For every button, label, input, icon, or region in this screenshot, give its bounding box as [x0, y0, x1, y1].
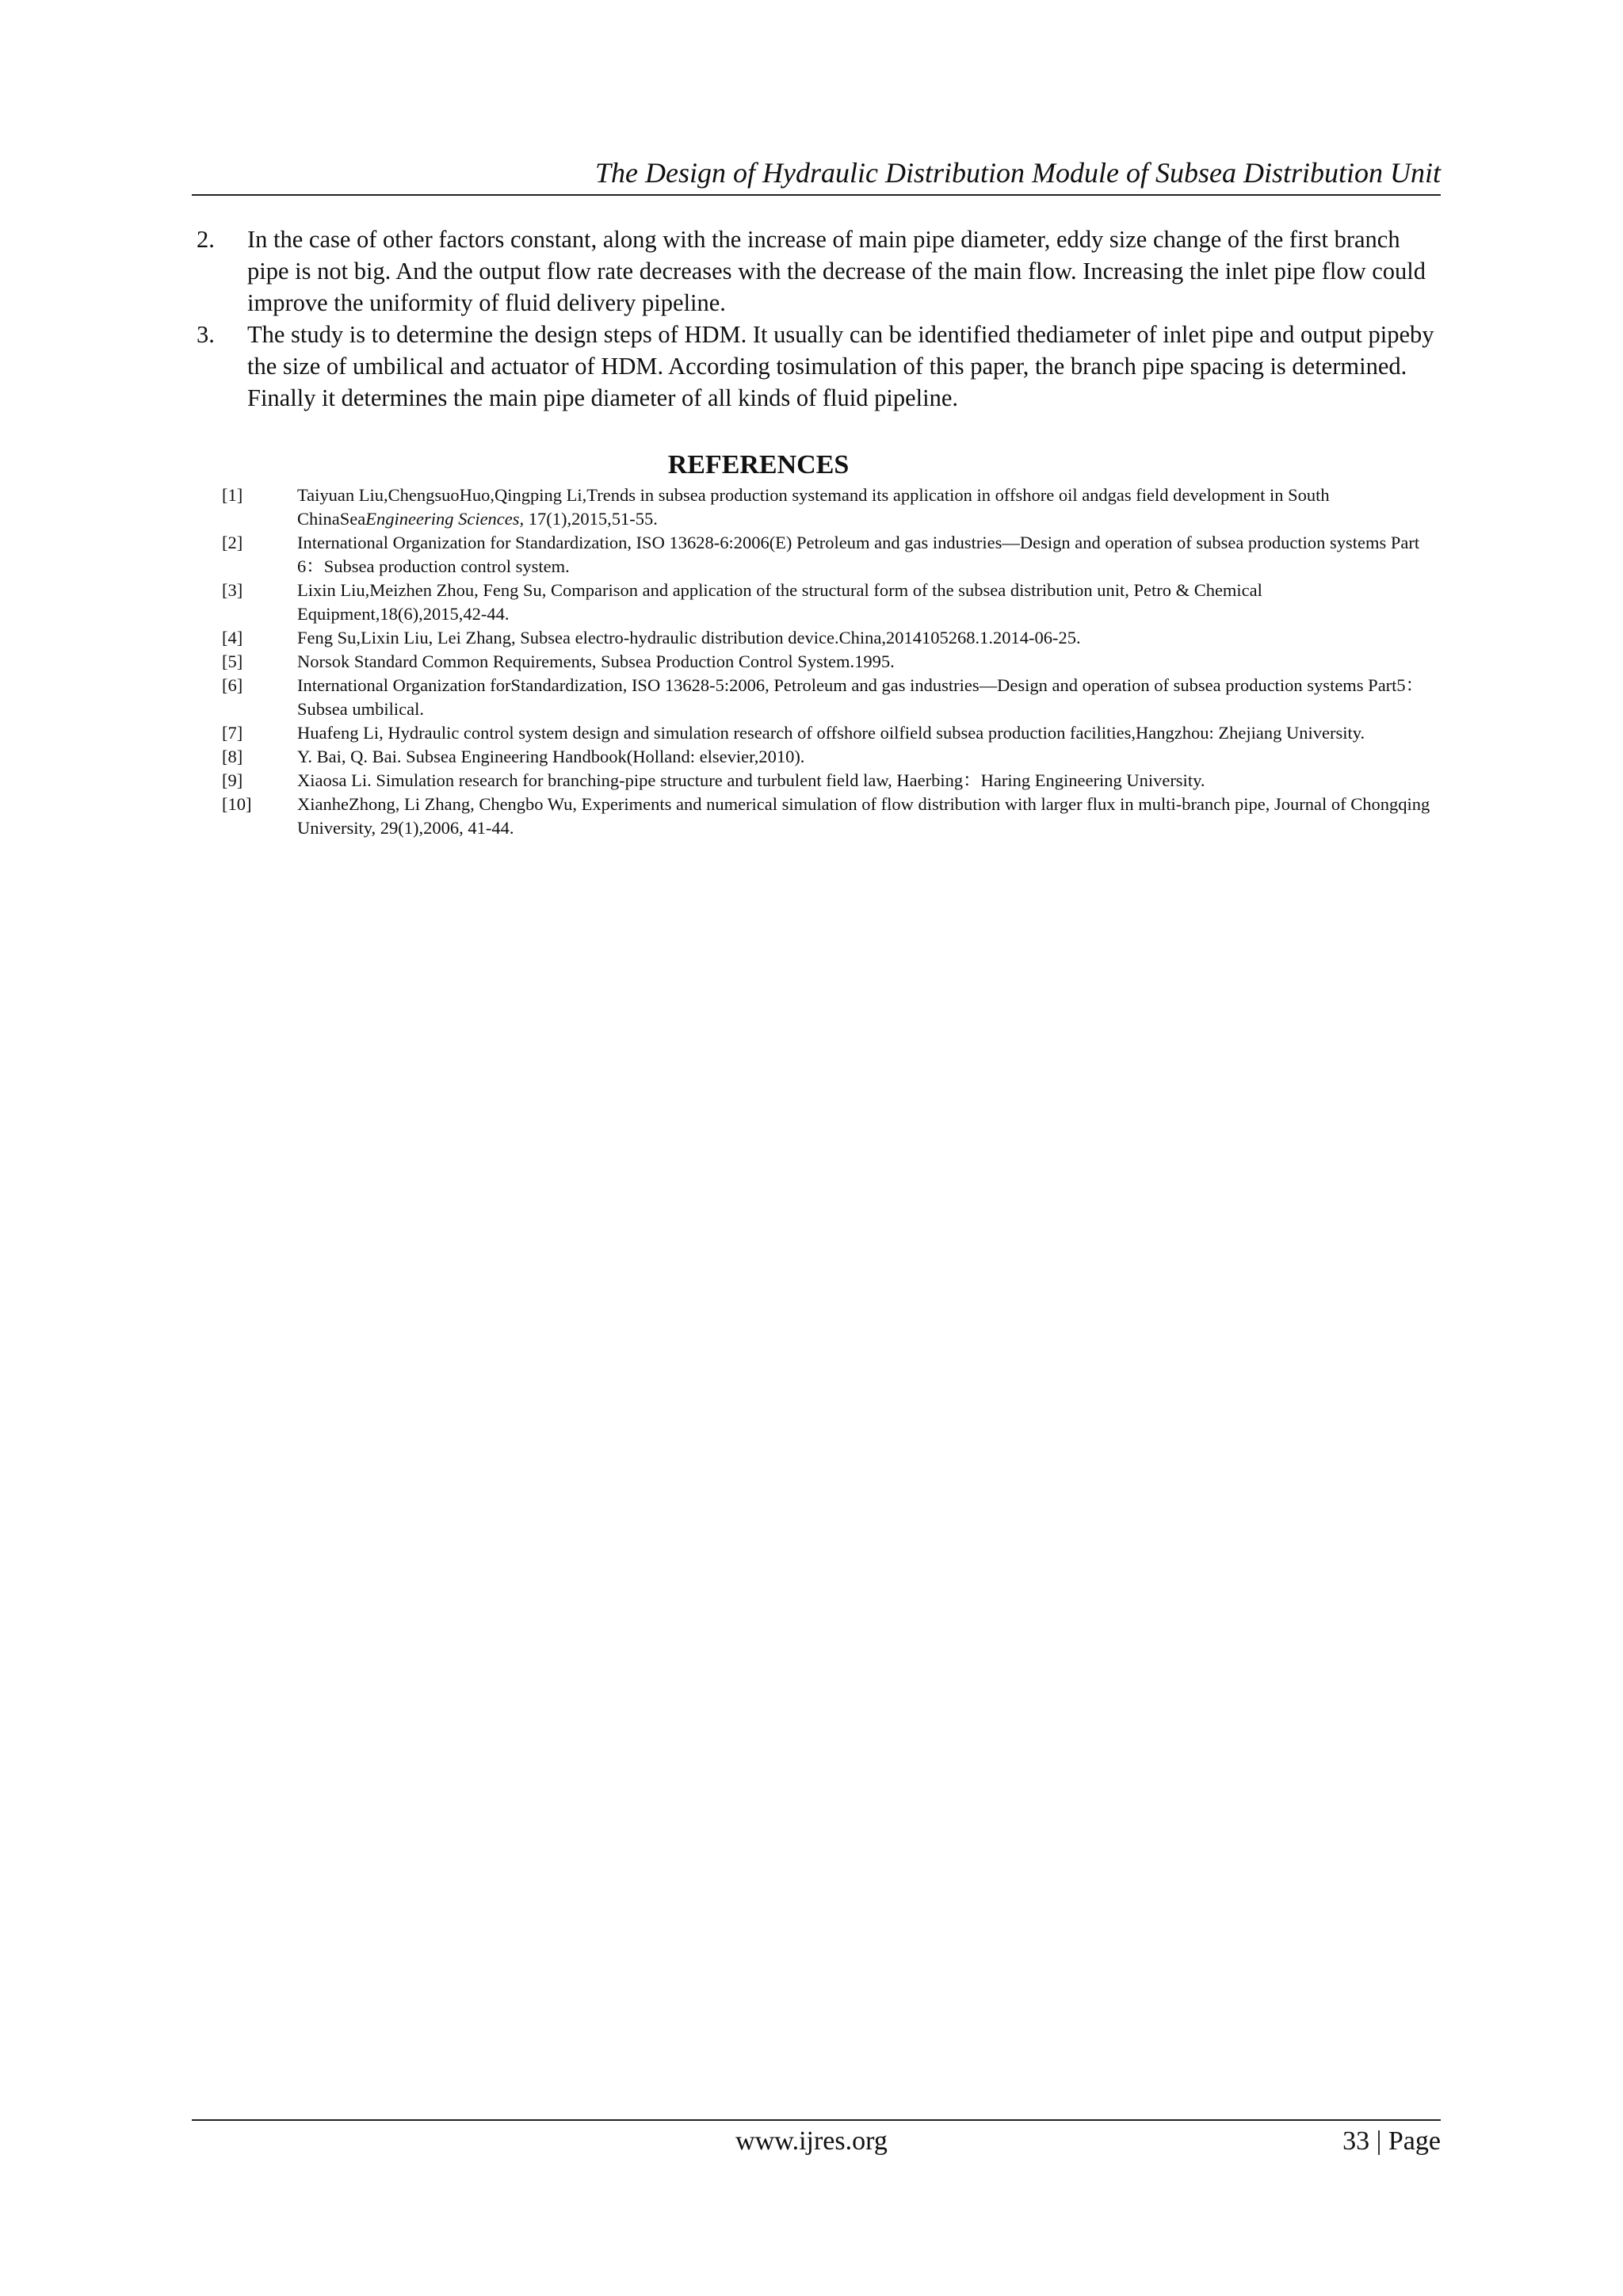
reference-item	[222, 531, 1442, 579]
page-number: 33 | Page	[1342, 2126, 1441, 2156]
conclusion-text: The study is to determine the design steps of HDM. It usually can be identified thediameter of inlet pipe and output pipeby the size of umbilical and actuator of HDM. According tosimulation of this paper, the branch pipe spacing is determined. Finally it determines the main pipe diameter of all kinds of fluid pipeline.	[247, 321, 1434, 411]
conclusions-list	[197, 223, 1442, 414]
running-title: The Design of Hydraulic Distribution Module of Subsea Distribution Unit	[595, 157, 1441, 189]
conclusion-item	[197, 319, 1442, 414]
footer-url[interactable]: www.ijres.org	[735, 2126, 888, 2156]
conclusion-item	[197, 223, 1442, 319]
reference-text: Norsok Standard Common Requirements, Subsea Production Control System.1995.	[297, 651, 895, 671]
reference-journal: Engineering Sciences,	[365, 509, 525, 529]
reference-number: [1]	[222, 485, 243, 505]
reference-number: [9]	[222, 770, 243, 790]
reference-number: [3]	[222, 580, 243, 600]
conclusion-number: 3.	[197, 321, 215, 348]
reference-item	[222, 579, 1442, 626]
reference-number: [2]	[222, 533, 243, 552]
reference-text: Lixin Liu,Meizhen Zhou, Feng Su, Comparison and application of the structural form of the subsea distribution unit, Petro & Chemical Equipment,18(6),2015,42-44.	[297, 580, 1262, 624]
reference-number: [5]	[222, 651, 243, 671]
references-list	[222, 483, 1442, 840]
reference-text: Huafeng Li, Hydraulic control system design and simulation research of offshore oilfield subsea production facilities,Hangzhou: Zhejiang University.	[297, 723, 1365, 743]
reference-text-part: Taiyuan Liu,ChengsuoHuo,Qingping Li,Trends in subsea production systemand its application in offshore oil andgas field development in South ChinaSea	[297, 485, 1330, 529]
reference-item	[222, 483, 1442, 531]
reference-item	[222, 626, 1442, 650]
footer-rule	[192, 2119, 1441, 2121]
reference-text: XianheZhong, Li Zhang, Chengbo Wu, Experiments and numerical simulation of flow distribution with larger flux in multi-branch pipe, Journal of Chongqing University, 29(1),2006, 41-44.	[297, 794, 1430, 838]
reference-text: Feng Su,Lixin Liu, Lei Zhang, Subsea electro-hydraulic distribution device.China,2014105268.1.2014-06-25.	[297, 628, 1081, 648]
reference-text: International Organization for Standardization, ISO 13628-6:2006(E) Petroleum and gas industries—Design and operation of subsea production systems Part 6：Subsea production control system.	[297, 533, 1420, 576]
reference-text: Xiaosa Li. Simulation research for branching-pipe structure and turbulent field law, Haerbing：Haring Engineering University.	[297, 770, 1205, 790]
references-heading: REFERENCES	[667, 450, 850, 479]
reference-text: Y. Bai, Q. Bai. Subsea Engineering Handbook(Holland: elsevier,2010).	[297, 747, 805, 766]
reference-number: [4]	[222, 628, 243, 648]
conclusion-number: 2.	[197, 226, 215, 253]
reference-item	[222, 793, 1442, 840]
conclusion-text: In the case of other factors constant, along with the increase of main pipe diameter, eddy size change of the first branch pipe is not big. And the output flow rate decreases with the decrease of the main flow. Increasing the inlet pipe flow could improve the uniformity of fluid delivery pipeline.	[247, 226, 1426, 316]
reference-item	[222, 721, 1442, 745]
reference-text	[297, 483, 1442, 531]
reference-number: [10]	[222, 794, 252, 814]
reference-number: [6]	[222, 675, 243, 695]
reference-item	[222, 745, 1442, 769]
reference-number: [8]	[222, 747, 243, 766]
reference-text-part: 17(1),2015,51-55.	[524, 509, 658, 529]
reference-item	[222, 650, 1442, 674]
reference-item	[222, 674, 1442, 721]
header-rule	[192, 194, 1441, 196]
reference-item	[222, 769, 1442, 793]
reference-number: [7]	[222, 723, 243, 743]
reference-text: International Organization forStandardization, ISO 13628-5:2006, Petroleum and gas industries—Design and operation of subsea production systems Part5：Subsea umbilical.	[297, 675, 1424, 719]
